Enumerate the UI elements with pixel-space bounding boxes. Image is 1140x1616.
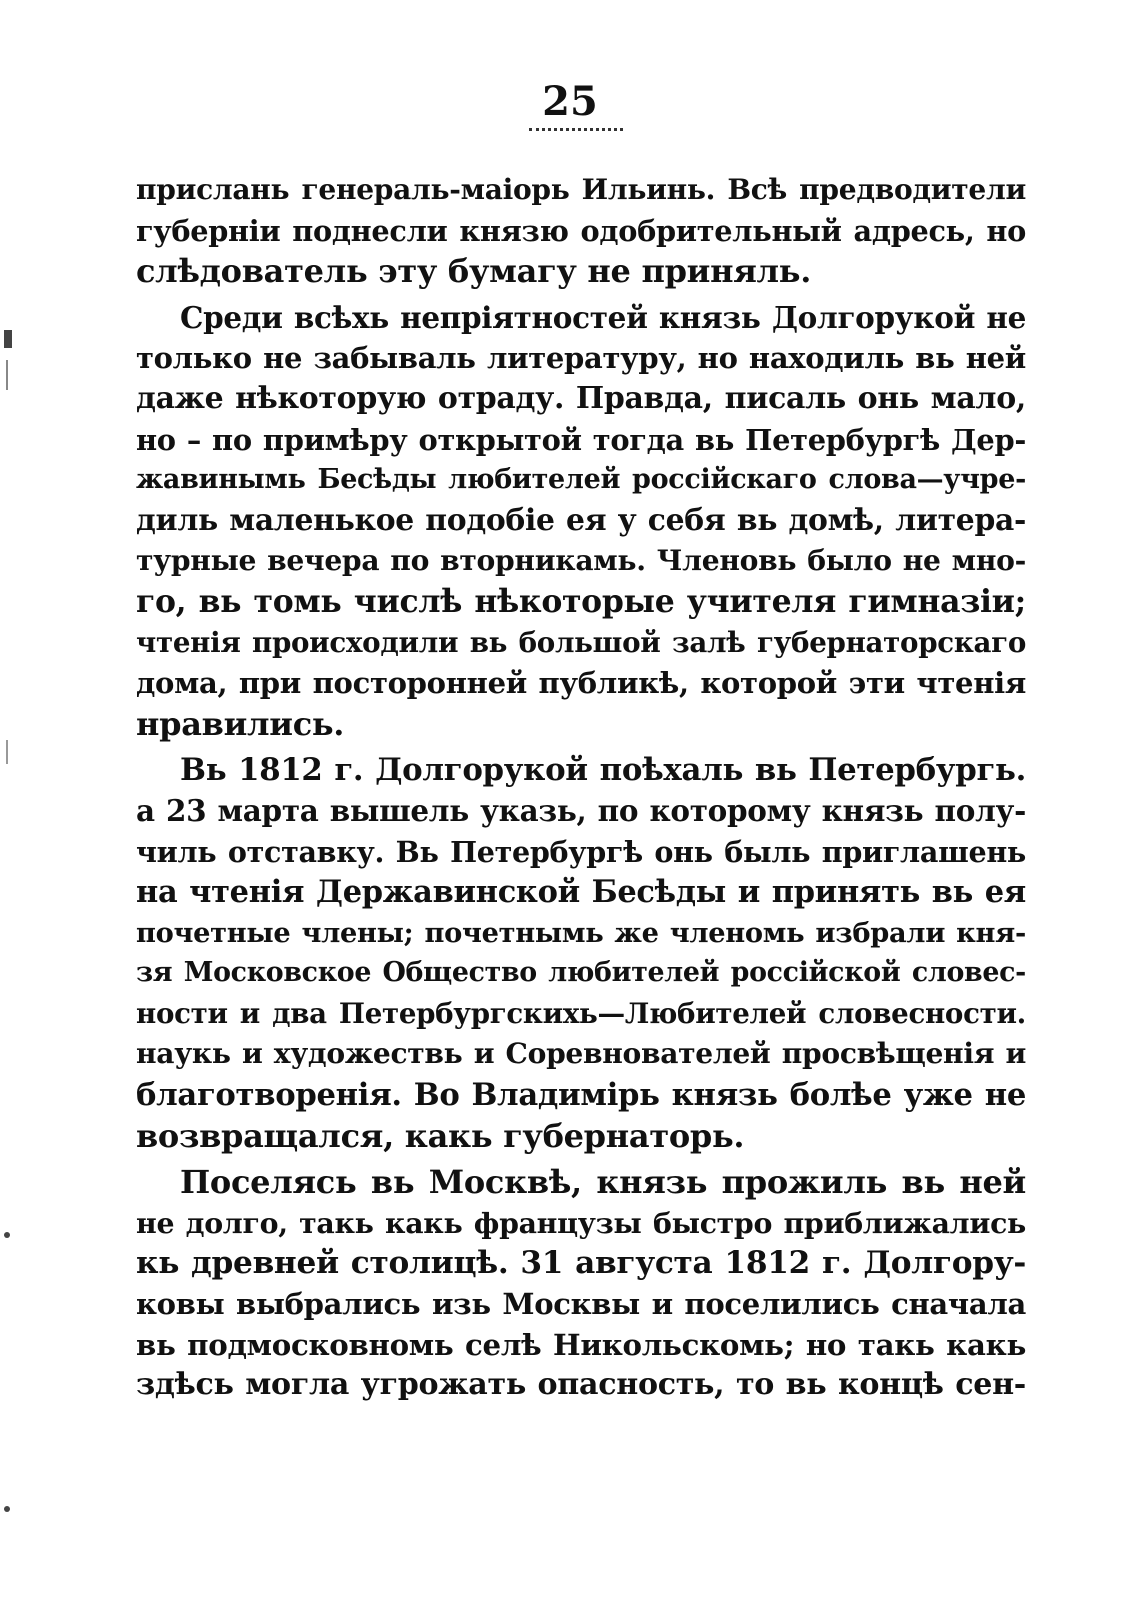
text-line: кь древней столицѣ. 31 августа 1812 г. Долгору- [136,1245,1026,1282]
text-line: Среди всѣхь непріятностей князь Долгорукой не [180,299,1026,335]
text-line: не долго, такь какь французы быстро приближались [136,1205,1026,1240]
text-line: почетные члены; почетнымь же членомь избрали кня- [136,916,1026,949]
paragraph-1 [136,170,1026,292]
page-number: 25 [542,78,598,125]
body-text [136,170,1026,1412]
text-line: здѣсь могла угрожать опасность, то вь концѣ сен- [136,1367,1026,1403]
text-line: только не забываль литературу, но находиль вь ней [136,341,1026,376]
text-line: вь подмосковномь селѣ Никольскомь; но такь какь [136,1327,1026,1362]
text-line: зя Московское Общество любителей россійской словес- [136,957,1026,989]
margin-mark [4,1506,10,1512]
paragraph-3 [136,750,1026,1156]
text-line: ковы выбрались изь Москвы и поселились сначала [136,1287,1026,1322]
text-line: турные вечера по вторникамь. Членовь было не мно- [136,544,1026,578]
text-line: прислань генераль-маіорь Ильинь. Всѣ предводители [136,173,1026,206]
text-line: чтенія происходили вь большой залѣ губернаторскаго [136,625,1026,659]
text-line: диль маленькое подобіе ея у себя вь домѣ, литера- [136,502,1026,538]
paragraph-4 [136,1162,1026,1406]
text-line: а 23 марта вышель указь, по которому князь полу- [136,792,1026,828]
text-line: дома, при посторонней публикѣ, которой эти чтенія [136,666,1026,701]
text-line: Поселясь вь Москвѣ, князь прожиль вь ней [180,1163,1026,1202]
text-line: го, вь томь числѣ нѣкоторые учителя гимназіи; [136,582,1026,620]
text-line: чиль отставку. Вь Петербургѣ онь быль приглашень [136,834,1026,869]
text-line: благотворенія. Во Владимірь князь болѣе уже не [136,1077,1026,1114]
text-line: жавинымь Бесѣды любителей россійскаго слова—учре- [136,464,1026,496]
margin-mark [6,740,8,764]
text-line: но – по примѣру открытой тогда вь Петербургѣ Дер- [136,422,1026,457]
margin-mark [4,330,12,348]
text-line: нравились. [136,704,345,743]
text-line: ности и два Петербургскихь—Любителей словесности. [136,996,1026,1030]
text-line: на чтенія Державинской Бесѣды и принять вь ея [136,874,1026,911]
text-line: возвращался, какь губернаторь. [136,1116,745,1155]
text-line: даже нѣкоторую отраду. Правда, писаль онь мало, [136,380,1026,416]
margin-mark [4,1232,10,1238]
paragraph-2 [136,298,1026,745]
text-line: Вь 1812 г. Долгорукой поѣхаль вь Петербургь. [180,752,1026,789]
text-line: наукь и художествь и Соревнователей просвѣщенія и [136,1037,1026,1071]
text-line: губерніи поднесли князю одобрительный адресь, но [136,213,1026,248]
page-number-rule [529,128,623,131]
margin-mark [6,360,8,390]
text-line: слѣдователь эту бумагу не приняль. [136,252,812,291]
